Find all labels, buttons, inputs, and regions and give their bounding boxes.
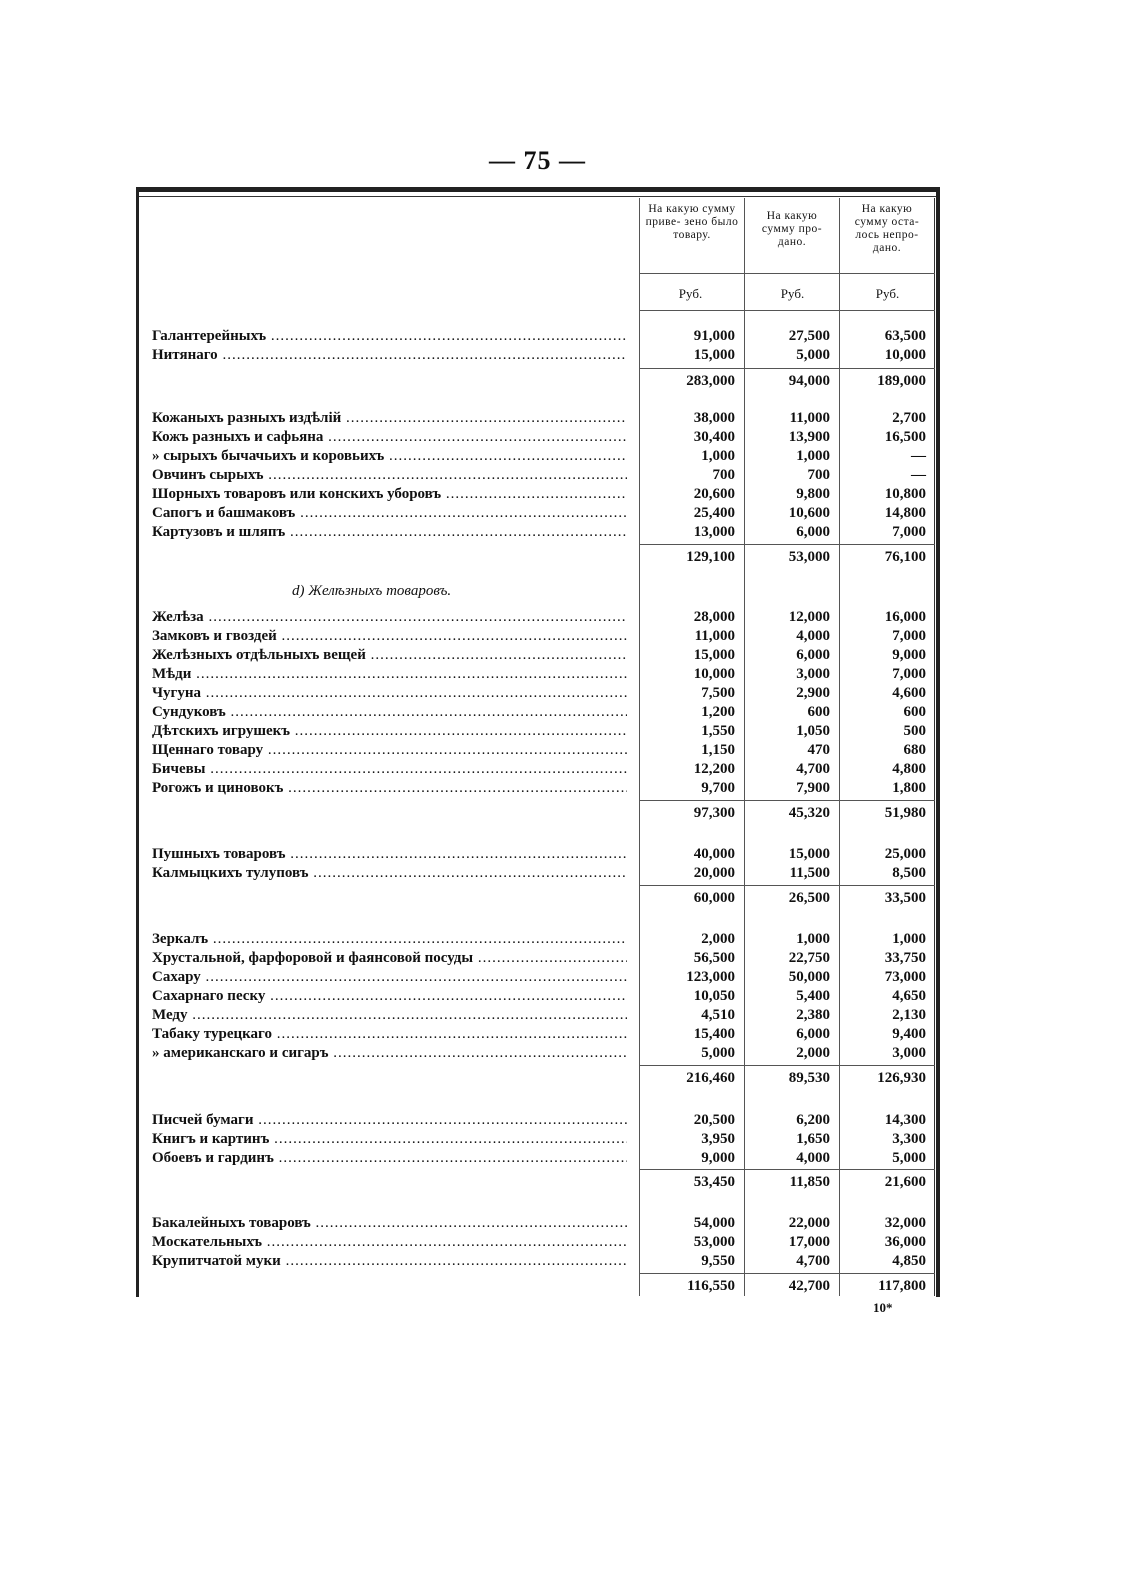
value-imported: 38,000 — [693, 410, 735, 426]
value-unsold: 126,930 — [877, 1070, 926, 1086]
value-imported: 91,000 — [693, 328, 735, 344]
value-unsold: 117,800 — [878, 1278, 926, 1294]
value-unsold: 2,700 — [892, 410, 926, 426]
value-imported: 9,550 — [701, 1253, 735, 1269]
row-label: Кожаныхъ разныхъ издѣлій ..... — [152, 409, 627, 428]
row-label: Бакалейныхъ товаровъ ..... — [152, 1214, 627, 1233]
value-sold: 4,700 — [796, 1253, 830, 1269]
value-sold: 26,500 — [788, 890, 830, 906]
value-sold: 12,000 — [788, 609, 830, 625]
value-unsold: 600 — [903, 704, 926, 720]
value-unsold: 14,300 — [884, 1112, 926, 1128]
table-row — [152, 845, 934, 864]
value-sold: 11,000 — [789, 410, 830, 426]
total-row — [152, 1173, 934, 1192]
value-unsold: 32,000 — [884, 1215, 926, 1231]
value-unsold: 14,800 — [884, 505, 926, 521]
row-label: Шорныхъ товаровъ или конскихъ уборовъ ..... — [152, 485, 627, 504]
total-rule — [639, 1273, 935, 1274]
value-imported: 1,200 — [701, 704, 735, 720]
row-label: Желѣза ..... — [152, 608, 627, 627]
table-row — [152, 1006, 934, 1025]
table-row — [152, 760, 934, 779]
value-imported: 13,000 — [693, 524, 735, 540]
value-unsold: 1,000 — [892, 931, 926, 947]
table-row — [152, 968, 934, 987]
row-label: Калмыцкихъ тулуповъ ..... — [152, 864, 627, 883]
section-subheading: d) Желѣзныхъ товаровъ. — [292, 583, 452, 599]
row-label: Сахару ..... — [152, 968, 627, 987]
value-unsold: 189,000 — [877, 373, 926, 389]
value-unsold: 51,980 — [884, 805, 926, 821]
value-imported: 15,000 — [693, 347, 735, 363]
value-sold: 17,000 — [788, 1234, 830, 1250]
total-row — [152, 1069, 934, 1088]
table-row — [152, 703, 934, 722]
header-rule — [639, 273, 935, 274]
unit-label: Руб. — [678, 286, 703, 301]
value-sold: 89,530 — [788, 1070, 830, 1086]
table-top-rule — [139, 196, 936, 197]
value-imported: 53,000 — [693, 1234, 735, 1250]
value-sold: 11,850 — [789, 1174, 830, 1190]
total-row — [152, 804, 934, 823]
value-imported: 56,500 — [693, 950, 735, 966]
value-imported: 15,000 — [693, 647, 735, 663]
value-imported: 12,200 — [693, 761, 735, 777]
row-label: Овчинъ сырыхъ ..... — [152, 466, 627, 485]
table-row — [152, 627, 934, 646]
value-imported: 20,000 — [693, 865, 735, 881]
value-imported: 25,400 — [693, 505, 735, 521]
table-row — [152, 1233, 934, 1252]
value-sold: 5,000 — [796, 347, 830, 363]
value-sold: 15,000 — [788, 846, 830, 862]
value-imported: 129,100 — [686, 549, 735, 565]
row-label: Нитянаго ..... — [152, 346, 627, 365]
unit-label: Руб. — [875, 286, 900, 301]
value-imported: 4,510 — [701, 1007, 735, 1023]
value-sold: 11,500 — [789, 865, 830, 881]
value-imported: 53,450 — [693, 1174, 735, 1190]
value-imported: 10,050 — [693, 988, 735, 1004]
table-row — [152, 447, 934, 466]
value-sold: 10,600 — [788, 505, 830, 521]
value-imported: 700 — [712, 467, 735, 483]
table-row — [152, 1149, 934, 1168]
row-label: Сапогъ и башмаковъ ..... — [152, 504, 627, 523]
table-row — [152, 684, 934, 703]
value-imported: 97,300 — [693, 805, 735, 821]
total-row — [152, 889, 934, 908]
value-unsold: 16,500 — [884, 429, 926, 445]
value-imported: 216,460 — [686, 1070, 735, 1086]
row-label: Картузовъ и шляпъ ..... — [152, 523, 627, 542]
row-label: Дѣтскихъ игрушекъ ..... — [152, 722, 627, 741]
value-unsold: 3,000 — [892, 1045, 926, 1061]
value-unsold: 25,000 — [884, 846, 926, 862]
row-label: Замковъ и гвоздей ..... — [152, 627, 627, 646]
table-row — [152, 949, 934, 968]
value-sold: 94,000 — [788, 373, 830, 389]
value-unsold: 33,750 — [884, 950, 926, 966]
header-unsold: На какую сумму оста- лось непро- дано. — [854, 203, 920, 254]
table-row — [152, 346, 934, 365]
table-row — [152, 665, 934, 684]
value-unsold: 4,850 — [892, 1253, 926, 1269]
total-rule — [639, 544, 935, 545]
row-label: Желѣзныхъ отдѣльныхъ вещей ..... — [152, 646, 627, 665]
value-unsold: 33,500 — [884, 890, 926, 906]
table-row — [152, 1214, 934, 1233]
value-imported: 9,000 — [701, 1150, 735, 1166]
value-sold: 45,320 — [788, 805, 830, 821]
row-label: Кожъ разныхъ и сафьяна ..... — [152, 428, 627, 447]
value-imported: 1,150 — [701, 742, 735, 758]
value-sold: 700 — [807, 467, 830, 483]
value-imported: 1,550 — [701, 723, 735, 739]
table-row — [152, 1252, 934, 1271]
value-unsold: 63,500 — [884, 328, 926, 344]
value-unsold: 7,000 — [892, 628, 926, 644]
value-imported: 60,000 — [693, 890, 735, 906]
value-unsold: 3,300 — [892, 1131, 926, 1147]
table-row — [152, 485, 934, 504]
row-label: Москательныхъ ..... — [152, 1233, 627, 1252]
value-imported: 30,400 — [693, 429, 735, 445]
row-label: Писчей бумаги ..... — [152, 1111, 627, 1130]
unit-label: Руб. — [780, 286, 805, 301]
value-unsold: 2,130 — [892, 1007, 926, 1023]
total-rule — [639, 885, 935, 886]
value-unsold: 1,800 — [892, 780, 926, 796]
footnote-signature: 10* — [873, 1300, 893, 1315]
table-row — [152, 327, 934, 346]
row-label: Табаку турецкаго ..... — [152, 1025, 627, 1044]
table-row — [152, 1111, 934, 1130]
value-sold: 9,800 — [796, 486, 830, 502]
value-sold: 6,000 — [796, 647, 830, 663]
header-sold: На какую сумму про- дано. — [761, 210, 823, 248]
row-label: Сахарнаго песку ..... — [152, 987, 627, 1006]
value-imported: 40,000 — [693, 846, 735, 862]
row-label: Сундуковъ ..... — [152, 703, 627, 722]
value-imported: 15,400 — [693, 1026, 735, 1042]
table-row — [152, 1025, 934, 1044]
row-label: Рогожъ и циновокъ ..... — [152, 779, 627, 798]
value-sold: 2,900 — [796, 685, 830, 701]
table-row — [152, 1130, 934, 1149]
value-unsold: 9,000 — [892, 647, 926, 663]
value-unsold: 9,400 — [892, 1026, 926, 1042]
value-unsold: 73,000 — [884, 969, 926, 985]
value-sold: 53,000 — [788, 549, 830, 565]
total-row — [152, 548, 934, 567]
row-label: Меду ..... — [152, 1006, 627, 1025]
table-row — [152, 504, 934, 523]
row-label: Хрустальной, фарфоровой и фаянсовой посуды ..... — [152, 949, 627, 968]
value-unsold: 10,800 — [884, 486, 926, 502]
row-label: Галантерейныхъ ..... — [152, 327, 627, 346]
value-unsold: 16,000 — [884, 609, 926, 625]
value-unsold: 7,000 — [892, 524, 926, 540]
value-sold: 6,000 — [796, 1026, 830, 1042]
table-row — [152, 741, 934, 760]
table-row — [152, 722, 934, 741]
value-unsold: 8,500 — [892, 865, 926, 881]
table-row — [152, 523, 934, 542]
row-label: Бичевы ..... — [152, 760, 627, 779]
total-rule — [639, 800, 935, 801]
value-unsold: 36,000 — [884, 1234, 926, 1250]
header-imported: На какую сумму приве- зено было товару. — [645, 203, 739, 241]
value-sold: 27,500 — [788, 328, 830, 344]
row-label: Мѣди ..... — [152, 665, 627, 684]
page-number: — 75 — — [489, 146, 586, 175]
total-rule — [639, 1065, 935, 1066]
value-sold: 5,400 — [796, 988, 830, 1004]
value-sold: 2,000 — [796, 1045, 830, 1061]
value-unsold: 7,000 — [892, 666, 926, 682]
value-sold: 1,650 — [796, 1131, 830, 1147]
value-imported: 20,500 — [693, 1112, 735, 1128]
value-imported: 9,700 — [701, 780, 735, 796]
value-imported: 3,950 — [701, 1131, 735, 1147]
total-rule — [639, 1169, 935, 1170]
row-label: Обоевъ и гардинъ ..... — [152, 1149, 627, 1168]
table-row — [152, 466, 934, 485]
value-imported: 283,000 — [686, 373, 735, 389]
row-label: Пушныхъ товаровъ ..... — [152, 845, 627, 864]
value-imported: 2,000 — [701, 931, 735, 947]
value-sold: 42,700 — [788, 1278, 830, 1294]
value-sold: 4,700 — [796, 761, 830, 777]
value-unsold: 4,650 — [892, 988, 926, 1004]
value-sold: 22,750 — [788, 950, 830, 966]
value-unsold: 4,800 — [892, 761, 926, 777]
value-imported: 10,000 — [693, 666, 735, 682]
value-unsold: 680 — [903, 742, 926, 758]
value-imported: 20,600 — [693, 486, 735, 502]
value-unsold: 21,600 — [884, 1174, 926, 1190]
value-imported: 54,000 — [693, 1215, 735, 1231]
row-label: Книгъ и картинъ ..... — [152, 1130, 627, 1149]
value-unsold: — — [911, 448, 926, 464]
value-sold: 3,000 — [796, 666, 830, 682]
value-sold: 470 — [807, 742, 830, 758]
row-label: Зеркалъ ..... — [152, 930, 627, 949]
table-row — [152, 987, 934, 1006]
value-unsold: 4,600 — [892, 685, 926, 701]
value-imported: 5,000 — [701, 1045, 735, 1061]
row-label: » сырыхъ бычачьихъ и коровьихъ ..... — [152, 447, 627, 466]
total-row — [152, 372, 934, 391]
table-row — [152, 1044, 934, 1063]
table-row — [152, 428, 934, 447]
header-rule — [639, 310, 935, 311]
row-label: Крупитчатой муки ..... — [152, 1252, 627, 1271]
value-sold: 50,000 — [788, 969, 830, 985]
table-row — [152, 864, 934, 883]
value-imported: 123,000 — [686, 969, 735, 985]
value-sold: 6,200 — [796, 1112, 830, 1128]
value-unsold: — — [911, 467, 926, 483]
value-unsold: 500 — [903, 723, 926, 739]
value-sold: 1,000 — [796, 931, 830, 947]
table-row — [152, 779, 934, 798]
row-label: » американскаго и сигаръ ..... — [152, 1044, 627, 1063]
table-row — [152, 646, 934, 665]
value-sold: 13,900 — [788, 429, 830, 445]
row-label: Щеннаго товару ..... — [152, 741, 627, 760]
value-unsold: 5,000 — [892, 1150, 926, 1166]
value-sold: 600 — [807, 704, 830, 720]
value-sold: 1,000 — [796, 448, 830, 464]
value-sold: 4,000 — [796, 1150, 830, 1166]
value-imported: 116,550 — [687, 1278, 735, 1294]
value-unsold: 10,000 — [884, 347, 926, 363]
value-sold: 2,380 — [796, 1007, 830, 1023]
value-imported: 28,000 — [693, 609, 735, 625]
column-divider — [934, 198, 935, 1296]
table-row — [152, 409, 934, 428]
value-unsold: 76,100 — [884, 549, 926, 565]
value-sold: 1,050 — [796, 723, 830, 739]
table-row — [152, 930, 934, 949]
value-sold: 4,000 — [796, 628, 830, 644]
value-sold: 22,000 — [788, 1215, 830, 1231]
total-rule — [639, 368, 935, 369]
total-row — [152, 1277, 934, 1296]
value-sold: 6,000 — [796, 524, 830, 540]
value-sold: 7,900 — [796, 780, 830, 796]
value-imported: 7,500 — [701, 685, 735, 701]
row-label: Чугуна ..... — [152, 684, 627, 703]
table-row — [152, 608, 934, 627]
value-imported: 11,000 — [694, 628, 735, 644]
value-imported: 1,000 — [701, 448, 735, 464]
